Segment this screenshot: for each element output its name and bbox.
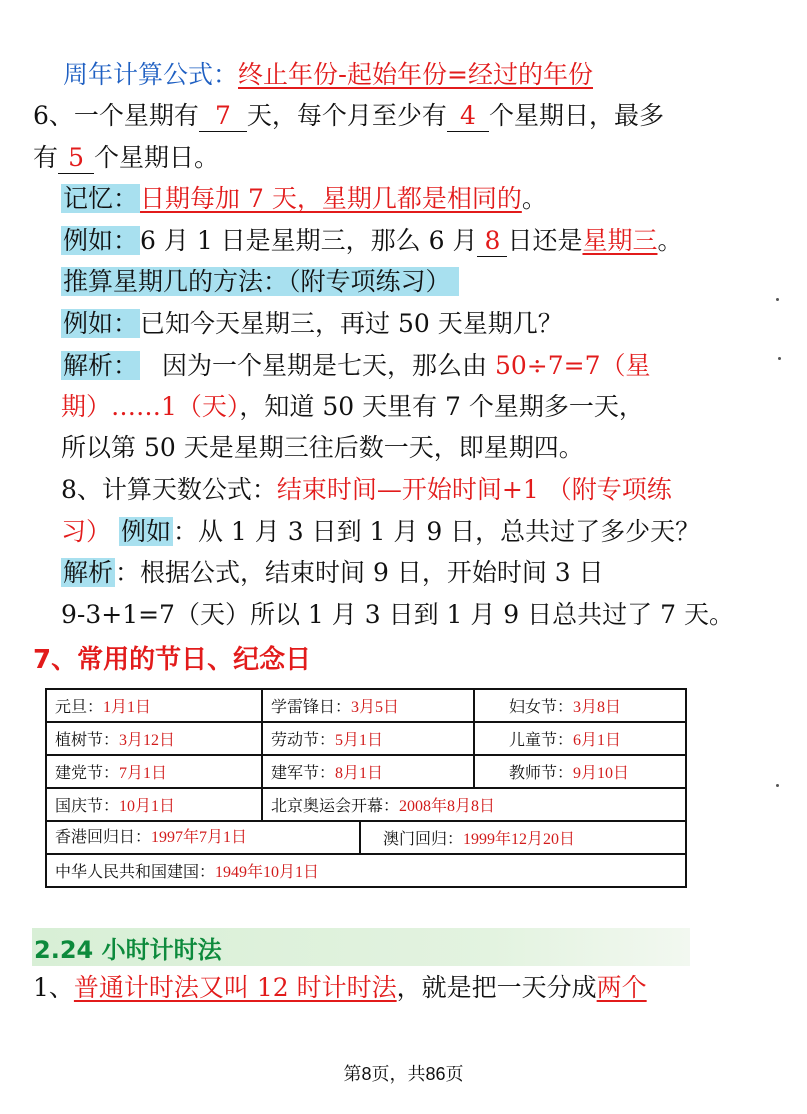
q8-formula-1: 结束时间—开始时间+1 （附专项练 bbox=[276, 475, 672, 504]
table-cell bbox=[46, 689, 262, 722]
table-subcell bbox=[361, 826, 575, 849]
formula-line bbox=[63, 58, 593, 92]
section-224-heading: 2.24 小时计时法 bbox=[34, 936, 222, 964]
analysis2-label: 解析 bbox=[63, 558, 114, 587]
table-row bbox=[46, 788, 686, 821]
example1-end: 。 bbox=[657, 226, 683, 255]
table-row bbox=[46, 722, 686, 755]
example2-label: 例如： bbox=[63, 309, 139, 338]
table-cell bbox=[262, 689, 474, 722]
q8-line-1 bbox=[61, 473, 672, 507]
table-row bbox=[46, 755, 686, 788]
memory-label: 记忆： bbox=[63, 184, 139, 213]
festival-date: 3月8日 bbox=[573, 699, 622, 716]
festival-date: 2008年8月8日 bbox=[399, 798, 496, 815]
memory-end: 。 bbox=[521, 184, 547, 213]
q1-red-2: 两个 bbox=[596, 973, 647, 1002]
festival-name: 劳动节： bbox=[271, 732, 336, 749]
festival-name: 建军节： bbox=[271, 765, 336, 782]
q8-text-1: 8、计算天数公式： bbox=[61, 475, 277, 504]
example1-text-1: 6 月 1 日是星期三，那么 6 月 bbox=[140, 226, 478, 255]
analysis1-text-3: 所以第 50 天是星期三往后数一天，即星期四。 bbox=[61, 433, 584, 462]
q6-line-2 bbox=[33, 141, 219, 175]
festival-date: 5月1日 bbox=[335, 732, 384, 749]
festival-date: 7月1日 bbox=[119, 765, 168, 782]
festival-date: 1997年7月1日 bbox=[151, 829, 248, 846]
table-cell bbox=[46, 821, 686, 854]
table-cell bbox=[474, 755, 686, 788]
example1-answer-1: 8 bbox=[477, 226, 507, 257]
example2-text: 已知今天星期三，再过 50 天星期几？ bbox=[140, 309, 563, 338]
analysis1-red-1: 50÷7=7（星 bbox=[494, 351, 651, 380]
table-subcell bbox=[47, 822, 361, 853]
q8-text-2: ：从 1 月 3 日到 1 月 9 日，总共过了多少天？ bbox=[172, 517, 701, 546]
table-cell bbox=[46, 722, 262, 755]
q1-red-1: 普通计时法又叫 12 时计时法 bbox=[73, 973, 397, 1002]
q6-text-5: 个星期日。 bbox=[94, 143, 220, 172]
example1-text-2: 日还是 bbox=[507, 226, 583, 255]
q6-text-1: 6、一个星期有 bbox=[33, 101, 199, 130]
festival-date: 6月1日 bbox=[573, 732, 622, 749]
example1-answer-2: 星期三 bbox=[582, 226, 658, 255]
analysis2-text-1: ：根据公式，结束时间 9 日，开始时间 3 日 bbox=[115, 558, 604, 587]
analysis2-line-2 bbox=[61, 598, 734, 632]
table-cell bbox=[262, 788, 686, 821]
formula-label: 周年计算公式： bbox=[63, 60, 239, 89]
festival-name: 植树节： bbox=[55, 732, 120, 749]
q6-answer-1: 7 bbox=[199, 101, 247, 132]
q1-text-1: 1、 bbox=[33, 973, 74, 1002]
method-heading-text: 推算星期几的方法：（附专项练习） bbox=[61, 267, 459, 296]
q1-line bbox=[33, 971, 647, 1005]
table-cell bbox=[474, 689, 686, 722]
festival-name: 中华人民共和国建国： bbox=[55, 864, 216, 881]
q8-line-2 bbox=[61, 515, 700, 549]
q6-answer-3: 5 bbox=[58, 143, 94, 174]
analysis1-red-2: 期）……1（天） bbox=[61, 392, 240, 421]
page-footer: 第8页，共86页 bbox=[343, 1064, 464, 1084]
festival-date: 3月12日 bbox=[119, 732, 176, 749]
table-row bbox=[46, 821, 686, 854]
festival-name: 香港回归日： bbox=[55, 829, 152, 846]
table-cell bbox=[46, 755, 262, 788]
table-cell bbox=[262, 755, 474, 788]
festival-date: 3月5日 bbox=[351, 699, 400, 716]
analysis1-line-2 bbox=[61, 390, 644, 424]
analysis1-text-2: ，知道 50 天里有 7 个星期多一天， bbox=[239, 392, 644, 421]
formula-text: 终止年份-起始年份=经过的年份 bbox=[238, 60, 593, 89]
example1-label: 例如： bbox=[63, 226, 139, 255]
example2-line bbox=[61, 307, 563, 341]
memory-text: 日期每加 7 天，星期几都是相同的 bbox=[140, 184, 522, 213]
festival-date: 10月1日 bbox=[119, 798, 176, 815]
table-row bbox=[46, 854, 686, 887]
festival-date: 9月10日 bbox=[573, 765, 630, 782]
table-cell bbox=[46, 788, 262, 821]
scan-speck bbox=[776, 298, 779, 301]
festival-date: 8月1日 bbox=[335, 765, 384, 782]
q6-line-1 bbox=[33, 99, 664, 133]
festival-name: 建党节： bbox=[55, 765, 120, 782]
memory-line bbox=[61, 182, 547, 216]
festival-date: 1949年10月1日 bbox=[215, 864, 320, 881]
table-cell bbox=[46, 854, 686, 887]
q6-text-3: 个星期日，最多 bbox=[488, 101, 664, 130]
festival-name: 儿童节： bbox=[509, 732, 574, 749]
q8-example-label: 例如 bbox=[120, 517, 171, 546]
analysis1-label: 解析： bbox=[63, 351, 139, 380]
table-cell bbox=[474, 722, 686, 755]
q6-answer-2: 4 bbox=[447, 101, 489, 132]
analysis2-line-1 bbox=[61, 556, 604, 590]
festival-name: 教师节： bbox=[509, 765, 574, 782]
analysis1-line-3 bbox=[61, 431, 584, 465]
festival-table bbox=[45, 688, 687, 888]
q6-text-2: 天，每个月至少有 bbox=[246, 101, 447, 130]
festival-name: 妇女节： bbox=[509, 699, 574, 716]
table-row bbox=[46, 689, 686, 722]
q1-text-2: ，就是把一天分成 bbox=[396, 973, 597, 1002]
festival-date: 1月1日 bbox=[103, 699, 152, 716]
festival-name: 国庆节： bbox=[55, 798, 120, 815]
q6-text-4: 有 bbox=[33, 143, 59, 172]
method-heading bbox=[61, 265, 459, 299]
festival-name: 元旦： bbox=[55, 699, 104, 716]
example1-line bbox=[61, 224, 683, 258]
section7-heading: 7、常用的节日、纪念日 bbox=[33, 645, 312, 675]
festival-name: 北京奥运会开幕： bbox=[271, 798, 400, 815]
table-cell bbox=[262, 722, 474, 755]
festival-name: 澳门回归： bbox=[383, 831, 464, 848]
scan-speck bbox=[778, 357, 781, 360]
q8-formula-2: 习） bbox=[61, 517, 112, 546]
analysis1-line-1 bbox=[61, 349, 651, 383]
festival-date: 1999年12月20日 bbox=[463, 831, 576, 848]
scan-speck bbox=[776, 784, 779, 787]
analysis2-text-2: 9-3+1=7（天）所以 1 月 3 日到 1 月 9 日总共过了 7 天。 bbox=[61, 600, 734, 629]
festival-name: 学雷锋日： bbox=[271, 699, 352, 716]
analysis1-text-1: 因为一个星期是七天，那么由 bbox=[162, 351, 488, 380]
